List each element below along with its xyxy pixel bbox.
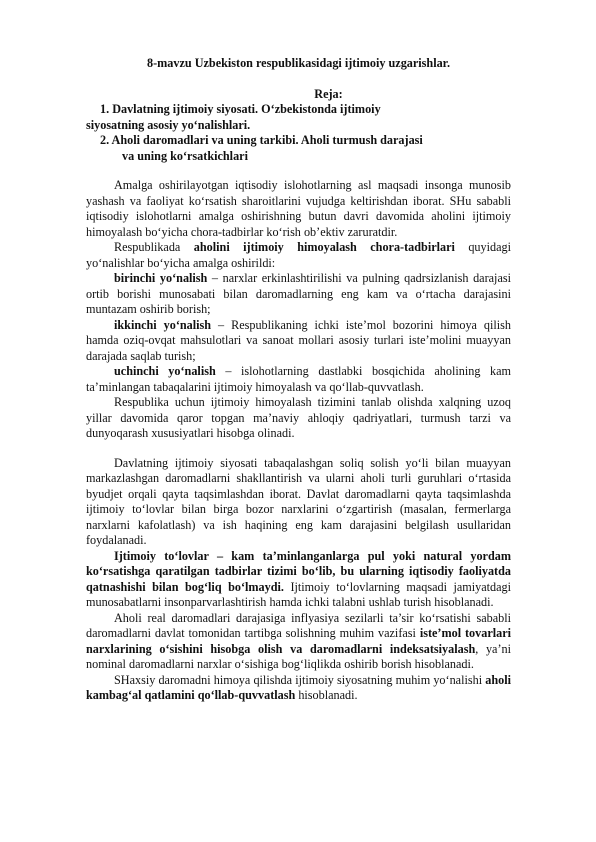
paragraph-3-bold: birinchi yo‘nalish — [114, 271, 208, 285]
paragraph-9-text: Aholi real daromadlari darajasiga inflyasiya sezilarli ta’sir ko‘rsatishi sababli daromadlarni davlat tomonidan tartibga solishning muhim vazifasi — [86, 610, 511, 640]
plan-item-2-line-2: va uning ko‘rsatkichlari — [122, 148, 248, 163]
paragraph-3 — [86, 271, 511, 318]
paragraph-10 — [86, 673, 511, 704]
paragraph-10-bold: aholi kambag‘al qatlamini qo‘llab-quvvatlash — [86, 672, 511, 702]
paragraph-7: Davlatning ijtimoiy siyosati tabaqalashgan soliq solish yo‘li bilan muayyan markazlashgan daromadlarni shakllantirish va ularni aholi turli guruhlari o‘rtasida byudjet orqali qayta taqsimlashdan iborat. Davlat daromadlarni qayta taqsimlashda ijtimoiy to‘lovlar bilan birga bozor narxlarini o‘zgartirish (masalan, fermerlarga narxlarni kafolatlash) va ish haqining eng kam darajasini belgilash usullaridan foydalanadi. — [86, 455, 511, 547]
paragraph-5 — [86, 364, 511, 395]
paragraph-5-bold: uchinchi yo‘nalish — [114, 364, 216, 378]
paragraph-10-text-end: hisoblanadi. — [295, 688, 358, 702]
paragraph-6: Respublika uchun ijtimoiy himoyalash tizimini tanlab olishda xalqning uzoq yillar davomida qaror topgan ma’naviy ahloqiy qadriyatlari, turmush tarzi va dunyoqarash xususiyatlari hisobga olinadi. — [86, 395, 511, 440]
paragraph-4 — [86, 318, 511, 365]
paragraph-2-bold: aholini ijtimoiy himoyalash chora-tadbirlari — [193, 240, 455, 254]
plan-heading: Reja: — [314, 86, 343, 101]
plan-item-1-line-1: 1. Davlatning ijtimoiy siyosati. O‘zbekistonda ijtimoiy — [100, 102, 381, 116]
paragraph-9 — [86, 611, 511, 673]
paragraph-4-bold: ikkinchi yo‘nalish — [114, 317, 212, 332]
paragraph-5-text: – islohotlarning dastlabki bosqichida aholining kam ta’minlangan tabaqalarini ijtimoiy himoyalash va qo‘llab-quvvatlash. — [86, 364, 511, 394]
paragraph-8-text: Ijtimoiy to‘lovlarning maqsadi jamiyatdagi munosabatlarni insonparvarlashtirish hamda ichki talabni ushlab turish hisoblanadi. — [86, 579, 511, 609]
paragraph-2-text: Respublikada — [114, 240, 194, 254]
paragraph-3-text: – narxlar erkinlashtirilishi va pulning qadrsizlanish darajasi ortib borishi munosabati bilan daromadlarning eng kam va o‘rtacha darajasini muntazam oshirib borish; — [86, 271, 511, 316]
paragraph-2 — [86, 240, 511, 271]
plan-item-1-line-2: siyosatning asosiy yo‘nalishlari. — [86, 117, 251, 132]
paragraph-9-text-end: , ya’ni nominal daromadlarni narxlar o‘sishiga bog‘liqlikda oshirib borish hisoblanadi. — [86, 641, 512, 671]
paragraph-8 — [86, 549, 511, 611]
paragraph-10-text: SHaxsiy daromadni himoya qilishda ijtimoiy siyosatning muhim yo‘nalishi — [114, 672, 486, 687]
paragraph-2-text-end: quyidagi yo‘nalishlar bo‘yicha amalga oshirildi: — [86, 240, 511, 270]
paragraph-4-text: – Respublikaning ichki iste’mol bozorini himoya qilish hamda oziq-ovqat mahsulotlari va sanoat mollari asosiy turlari iste’molini muayyan darajada saqlab turish; — [86, 317, 512, 363]
plan-list — [86, 102, 511, 164]
plan-item-2-line-1: 2. Aholi daromadlari va uning tarkibi. Aholi turmush darajasi — [100, 133, 423, 147]
paragraph-spacer — [86, 442, 511, 456]
page-title: 8-mavzu Uzbekiston respublikasidagi ijtimoiy uzgarishlar. — [146, 56, 451, 70]
paragraph-8-bold: Ijtimoiy to‘lovlar – kam ta’minlanganlarga pul yoki natural yordam ko‘rsatishga qaratilgan tadbirlar tizimi bo‘lib, bu ularning iqtisodiy faoliyatda qatnashishi bilan bog‘liq bo‘lmaydi. — [86, 548, 511, 594]
paragraph-1: Amalga oshirilayotgan iqtisodiy islohotlarning asl maqsadi insonga munosib yashash va faoliyat ko‘rsatish sharoitlarini vujudga keltirishdan iborat. SHu sababli iqtisodiy islohotlarni amalga oshirishning butun davri davomida aholini ijtimoiy himoyalash bo‘yicha chora-tadbirlar ko‘rish ob’ektiv zaruratdir. — [86, 178, 511, 239]
paragraph-9-bold: iste’mol tovarlari narxlarining o‘sishini hisobga olish va daromadlarni indeksatsiyalash — [86, 626, 512, 656]
